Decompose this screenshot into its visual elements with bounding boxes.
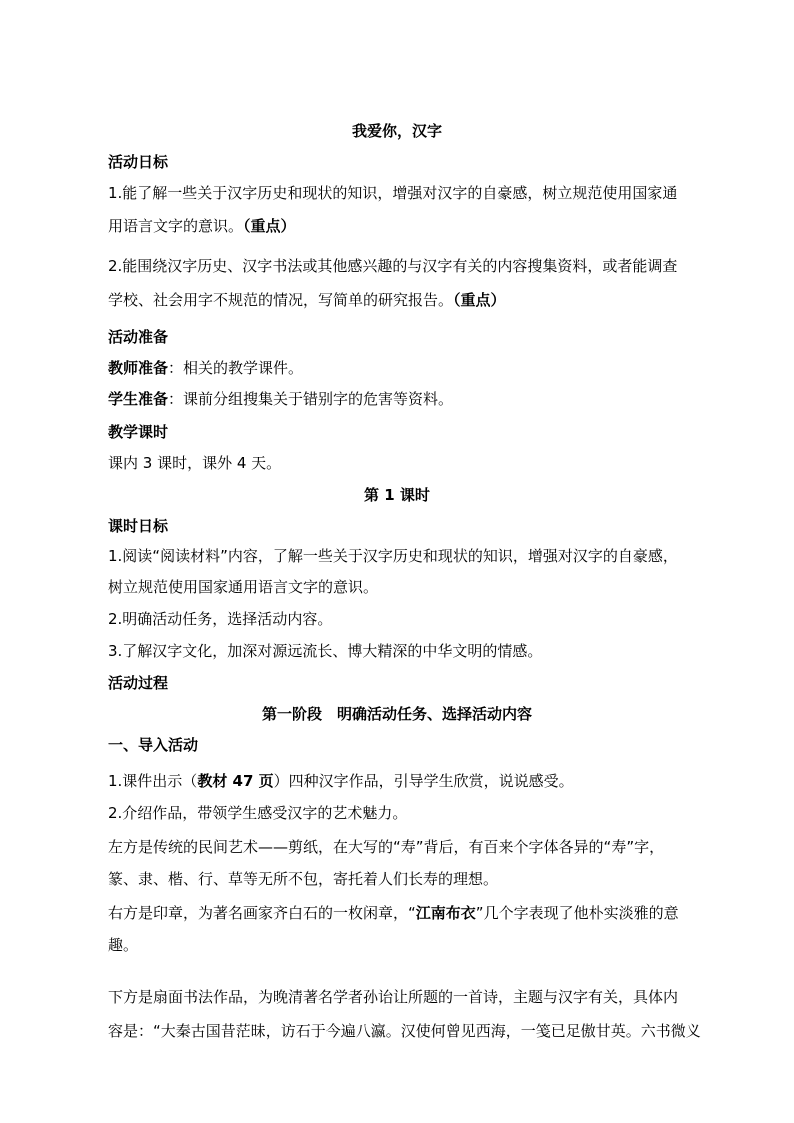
goal-2-line-1 [108,256,728,276]
lesson-goal-1-line-2: 树立规范使用国家通用语言文字的意识。 [108,578,379,596]
doc-title: 我爱你，汉字 [351,122,442,140]
student-prep [108,389,728,409]
goal-1-line-2 [108,216,728,236]
section-time-heading: 教学课时 [108,423,169,441]
teacher-prep [108,358,728,378]
goal-2-key-mark: （重点） [453,291,506,309]
section-prep-heading: 活动准备 [108,328,169,346]
teacher-prep-label: 教师准备 [108,359,169,377]
para-1 [108,771,728,791]
lesson-goal-2: 2.明确活动任务，选择活动内容。 [108,610,333,628]
para-5-line-2: 容是：“大秦古国昔茫昧，访石于今遍八瀛。汉使何曾见西海，一笺已足傲甘英。六书微义 [108,1022,701,1040]
lesson-goal-1-line-1: 1.阅读“阅读材料”内容，了解一些关于汉字历史和现状的知识，增强对汉字的自豪感， [108,547,678,565]
para-3-line-2: 篆、隶、楷、行、草等无所不包，寄托着人们长寿的理想。 [108,870,499,888]
para-4-text-a: 右方是印章，为著名画家齐白石的一枚闲章，“ [108,904,416,922]
goal-2-line-2 [108,290,728,310]
para-1-text-a: 1.课件出示（ [108,772,198,790]
para-1-textbook-page: 教材 47 页 [197,772,274,790]
goal-1-line-1 [108,183,728,203]
teacher-prep-text: ：相关的教学课件。 [168,359,304,377]
part-1-heading: 一、导入活动 [108,736,199,754]
para-4-line-2: 趣。 [108,936,139,954]
goal-1-text-2: 用语言文字的意识。 [108,217,244,235]
goal-2-text: 2.能围绕汉字历史、汉字书法或其他感兴趣的与汉字有关的内容搜集资料，或者能调查 [108,257,678,275]
para-4-seal-text: 江南布衣 [415,904,476,922]
goal-2-text-2: 学校、社会用字不规范的情况，写简单的研究报告。 [108,291,454,309]
lesson-goal-3: 3.了解汉字文化，加深对源远流长、博大精深的中华文明的情感。 [108,642,543,660]
para-4-text-c: ”几个字表现了他朴实淡雅的意 [475,904,679,922]
section-goals-heading: 活动日标 [108,153,169,171]
para-1-text-c: ）四种汉字作品，引导学生欣赏，说说感受。 [273,772,574,790]
para-3-line-1: 左方是传统的民间艺术——剪纸，在大写的“寿”背后，有百来个字体各异的“寿”字， [108,838,665,856]
stage-title: 第一阶段 明确活动任务、选择活动内容 [261,705,532,723]
para-4-line-1 [108,903,728,923]
time-text: 课内 3 课时，课外 4 天。 [108,454,282,472]
goal-1-text: 1.能了解一些关于汉字历史和现状的知识，增强对汉字的自豪感，树立规范使用国家通 [108,184,678,202]
section-process-heading: 活动过程 [108,674,169,692]
goal-1-key-mark: （重点） [243,217,296,235]
lesson-title: 第 1 课时 [364,486,430,504]
section-lesson-goals-heading: 课时日标 [108,517,169,535]
para-2: 2.介绍作品，带领学生感受汉字的艺术魅力。 [108,804,408,822]
para-5-line-1: 下方是扇面书法作品，为晚清著名学者孙诒让所题的一首诗，主题与汉字有关，具体内 [108,988,679,1006]
student-prep-text: ：课前分组搜集关于错别字的危害等资料。 [168,390,454,408]
student-prep-label: 学生准备 [108,390,169,408]
